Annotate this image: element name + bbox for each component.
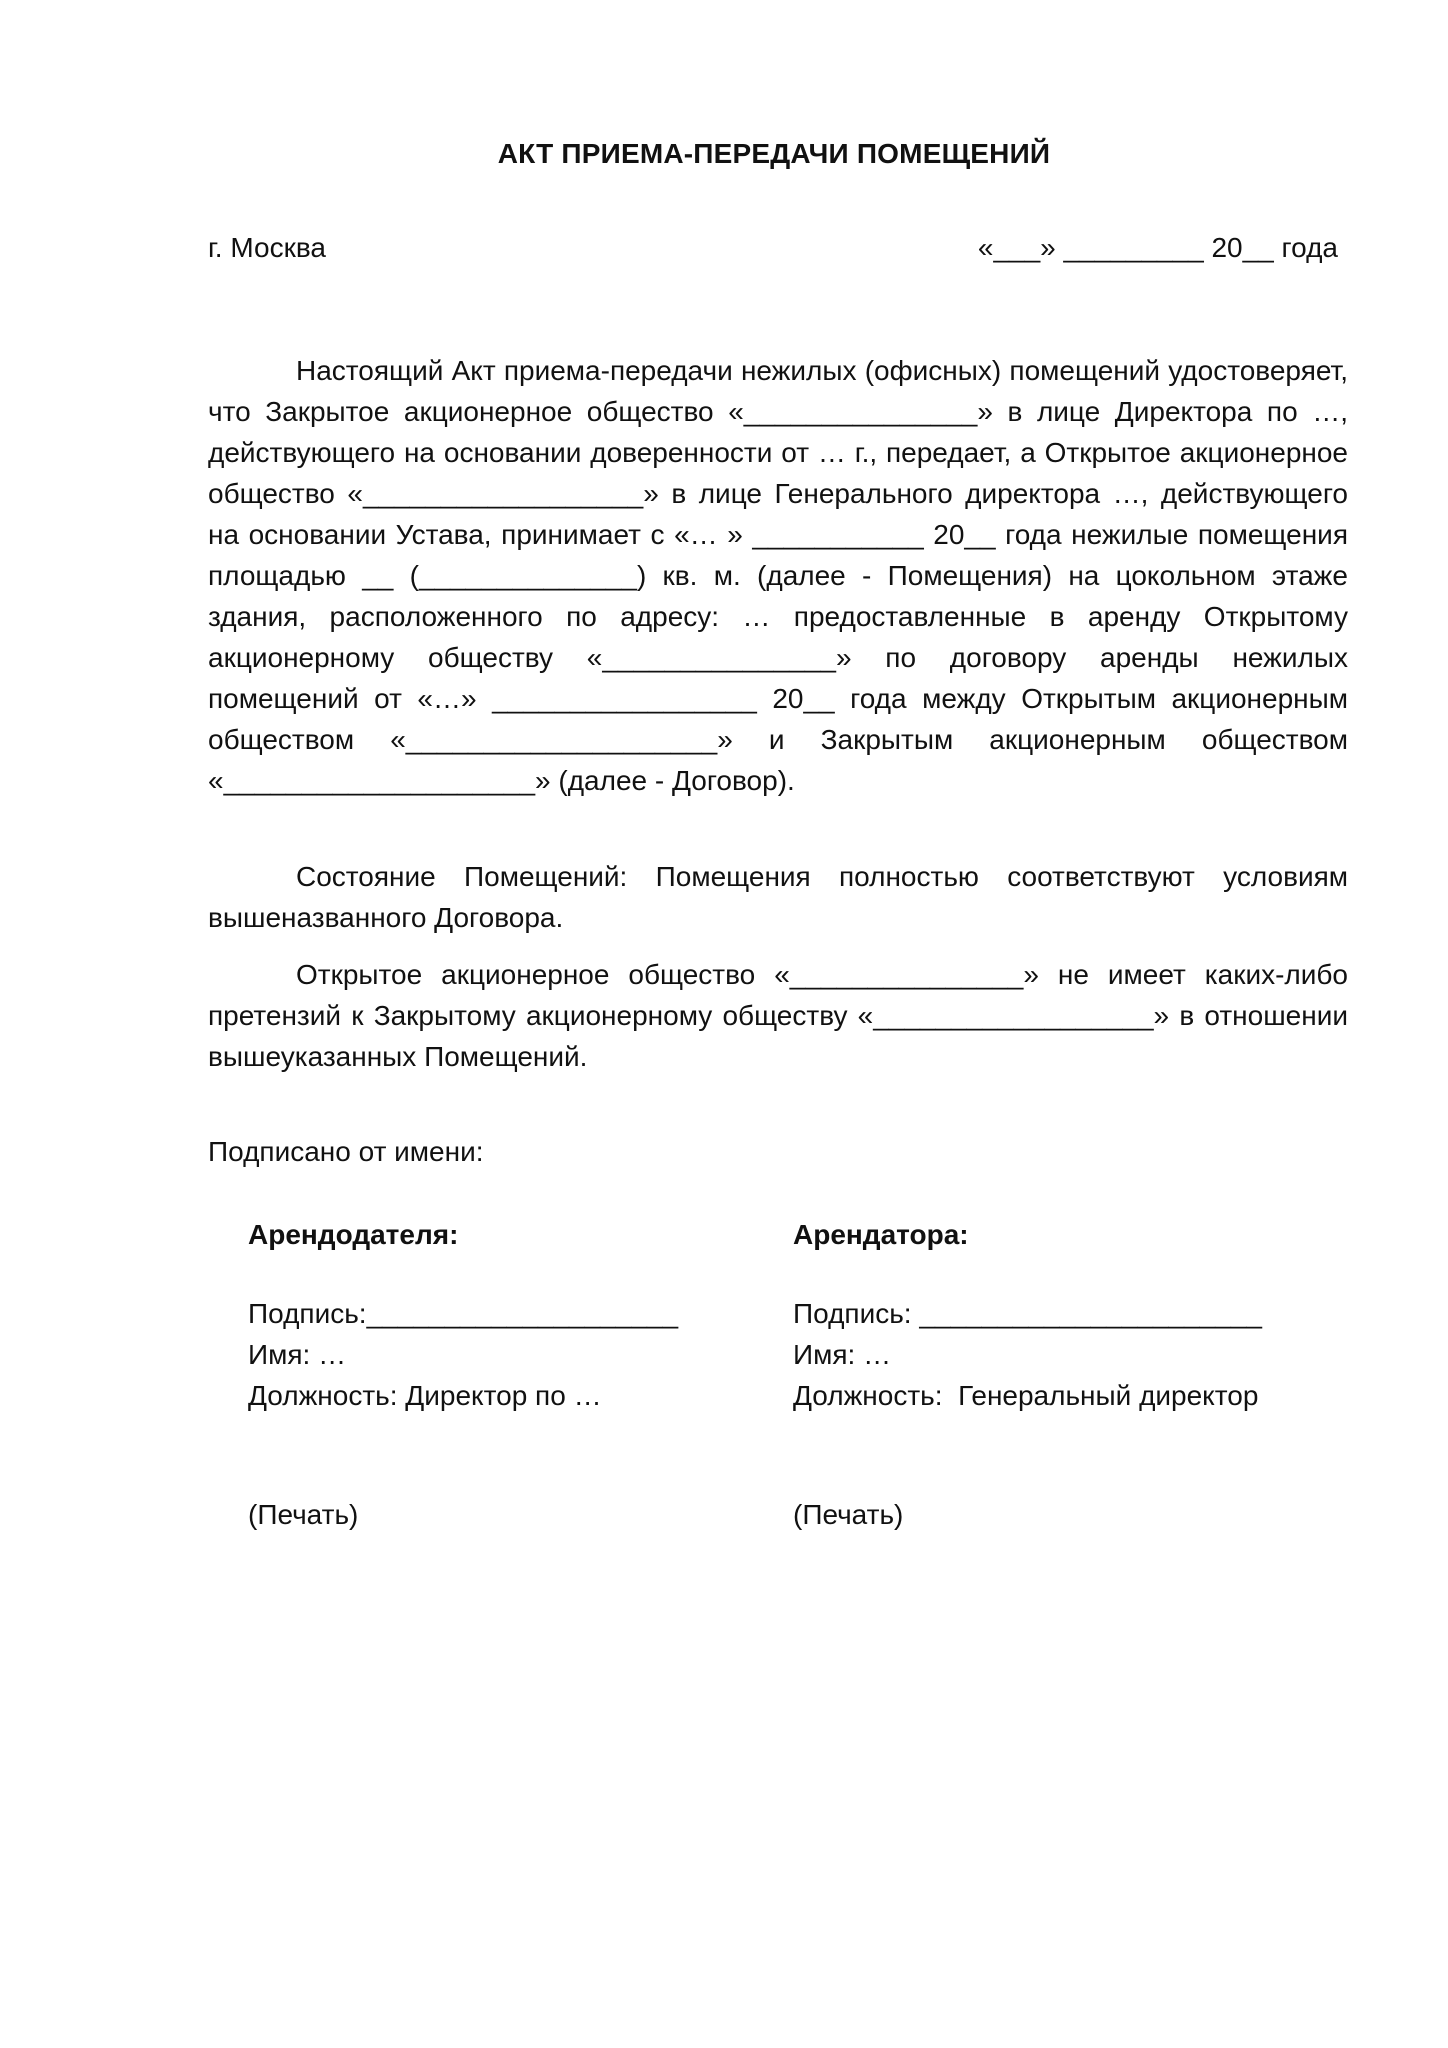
- tenant-party-label: Арендатора:: [793, 1219, 969, 1250]
- landlord-signature-block: [248, 1214, 728, 1535]
- date-label: «___» _________ 20__ года: [977, 232, 1338, 263]
- document-title: АКТ ПРИЕМА-ПЕРЕДАЧИ ПОМЕЩЕНИЙ: [497, 138, 1051, 169]
- landlord-name: Имя: …: [248, 1339, 347, 1370]
- tenant-signature-block: [793, 1214, 1353, 1535]
- paragraph-transfer: [208, 350, 1348, 801]
- landlord-stamp: (Печать): [248, 1499, 359, 1530]
- landlord-party-label: Арендодателя:: [248, 1219, 459, 1250]
- paragraph-text: Настоящий Акт приема-передачи нежилых (офисных) помещений удостоверяет, что Закрытое акционерное общество «_______________» в лице Директора по …, действующего на основании доверенности от … г., передает, а Открытое акционерное общество «__________________» в лице Генерального директора …, действующего на основании Устава, принимает с «… » ___________ 20__ года нежилые помещения площадью __ (______________) кв. м. (далее - Помещения) на цокольном этаже здания, расположенного по адресу: … предоставленные в аренду Открытому акционерному обществу «_______________» по договору аренды нежилых помещений от «…» _________________ 20__ года между Открытым акционерным обществом «____________________» и Закрытым акционерным обществом «____________________» (далее - Договор).: [208, 355, 1348, 796]
- tenant-signature-line: Подпись: ______________________: [793, 1298, 1262, 1329]
- landlord-position: Должность: Директор по …: [248, 1380, 602, 1411]
- paragraph-text: Состояние Помещений: Помещения полностью соответствуют условиям вышеназванного Договора.: [208, 861, 1348, 933]
- city-label: г. Москва: [208, 232, 326, 263]
- landlord-signature-line: Подпись:____________________: [248, 1298, 679, 1329]
- paragraph-claims: [208, 954, 1348, 1077]
- tenant-stamp: (Печать): [793, 1499, 904, 1530]
- tenant-name: Имя: …: [793, 1339, 892, 1370]
- signed-label: Подписано от имени:: [208, 1136, 484, 1167]
- paragraph-text: Открытое акционерное общество «_______________» не имеет каких-либо претензий к Закрытому акционерному обществу «__________________» в отношении вышеуказанных Помещений.: [208, 959, 1348, 1072]
- paragraph-condition: [208, 856, 1348, 938]
- tenant-position: Должность: Генеральный директор: [793, 1380, 1259, 1411]
